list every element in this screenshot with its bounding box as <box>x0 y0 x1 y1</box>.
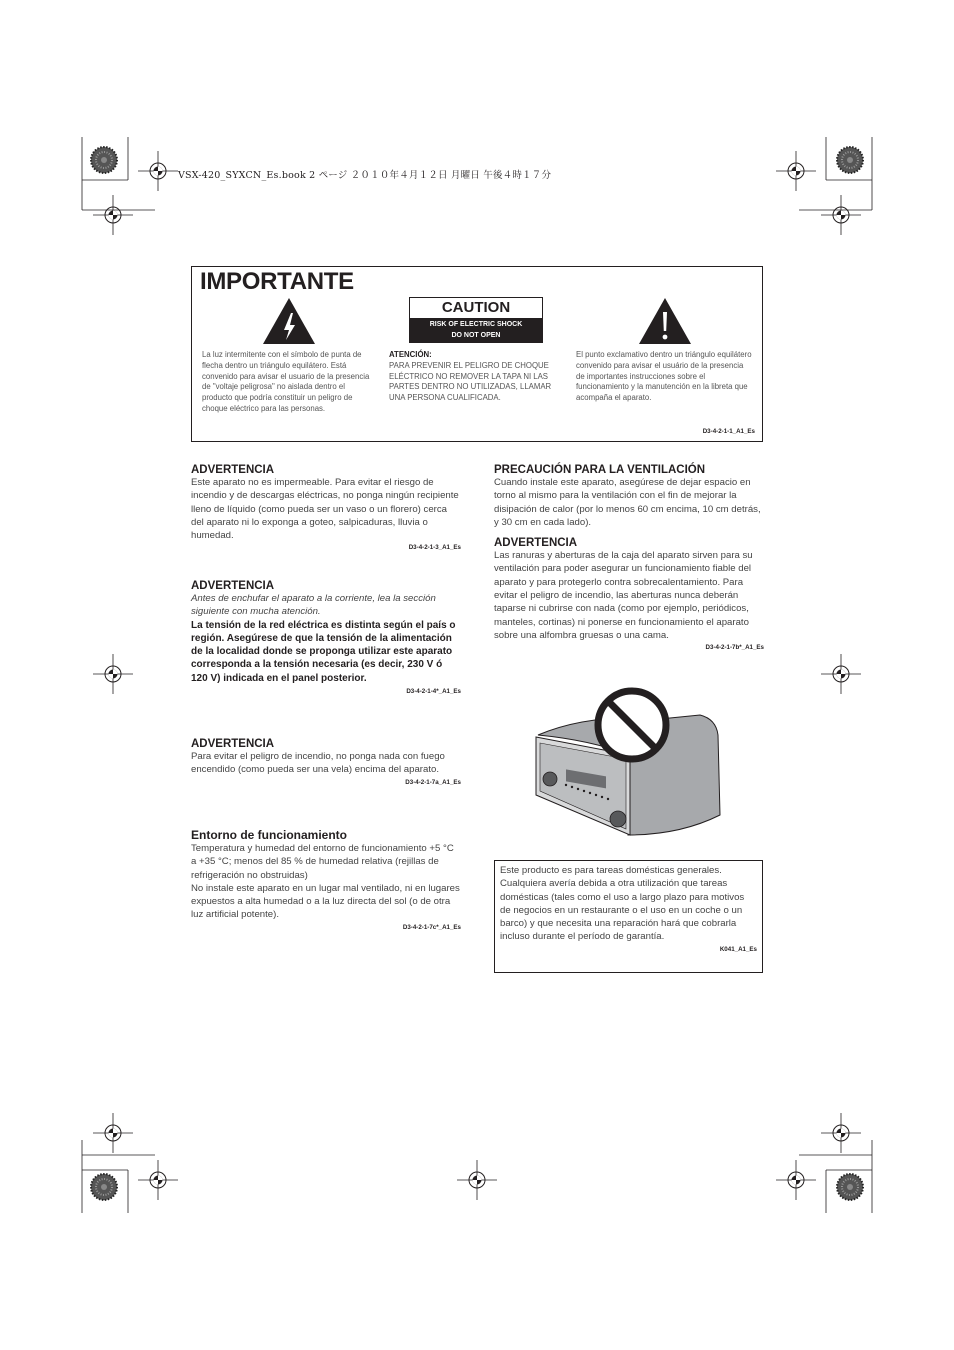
advertencia-1 <box>191 464 461 551</box>
atencion-label: ATENCIÓN: <box>389 350 432 359</box>
advertencia-right-text: Las ranuras y aberturas de la caja del aparato sirven para su ventilación para poder asegurar un funcionamiento fiable del aparato y para protegerlo contra sobrecalentamiento. Para evitar el peligro de incendio, las aberturas nunca deberán taparse ni cubrirse con nada (como por ejemplo, periódicos, manteles, cortinas) ni ponerse en funcionamiento el aparato sobre una alfombra gruesas o una cama. <box>494 550 753 641</box>
entorno-section <box>191 828 461 931</box>
exclamation-warning-icon <box>638 297 692 345</box>
entorno-text-2: No instale este aparato en un lugar mal ventilado, ni en lugares expuestos a alta humedad o a la luz directa del sol (o de otra luz artificial potente). <box>191 882 460 921</box>
advertencia-1-text: Este aparato no es impermeable. Para evitar el riesgo de incendio y de descargas eléctricas, no ponga ningún recipiente lleno de líquido (como pueda ser un vaso o un florero) cerca del aparato ni lo exponga a goteo, salpicaduras, lluvia o humedad. <box>191 477 459 542</box>
crop-mark-bottom-right <box>799 1140 872 1213</box>
advertencia-2 <box>191 580 461 695</box>
domestic-use-notice <box>494 860 763 973</box>
exclamation-description: El punto exclamativo dentro un triángulo equilátero convenido para avisar el usuário de la presencia de importantes instrucciones sobre el funcionamiento y la manutención en la libreta que acompaña el aparato. <box>576 350 752 403</box>
advertencia-3-ref: D3-4-2-1-7a_A1_Es <box>405 778 461 786</box>
caution-title: CAUTION <box>441 299 511 316</box>
advertencia-2-title: ADVERTENCIA <box>191 580 275 592</box>
advertencia-1-ref: D3-4-2-1-3_A1_Es <box>408 544 461 552</box>
advertencia-2-ref: D3-4-2-1-4*_A1_Es <box>406 688 461 696</box>
caution-line-1: RISK OF ELECTRIC SHOCK <box>429 321 523 328</box>
importante-title: IMPORTANTE <box>200 268 354 295</box>
crop-mark-bottom-left <box>82 1140 155 1213</box>
advertencia-3-text: Para evitar el peligro de incendio, no ponga nada con fuego encendido (como pueda ser una vela) encima del aparato. <box>191 751 445 776</box>
caution-label <box>409 297 543 343</box>
lightning-warning-icon <box>262 297 316 345</box>
advertencia-3-title: ADVERTENCIA <box>191 738 275 750</box>
entorno-title: Entorno de funcionamiento <box>191 828 347 842</box>
caution-line-2: DO NOT OPEN <box>451 332 501 339</box>
entorno-ref: D3-4-2-1-7c*_A1_Es <box>402 923 461 931</box>
advertencia-right-title: ADVERTENCIA <box>494 537 578 550</box>
domestic-use-text: Este producto es para tareas domésticas generales. Cualquiera avería debida a otra utilización que tareas domésticas (tales como el uso a largo plazo para motivos de negocios en un restaurante o el uso en un coche o un barco) y que necesita una reparación hará que cobrarla incluso durante el período de garantía. <box>500 865 745 943</box>
ventilacion-text: Cuando instale este aparato, asegúrese de dejar espacio en torno al mismo para la ventilación con el fin de mejorar la disipación de calor (por lo menos 60 cm encima, 10 cm detrás, y 30 cm en cada lado). <box>494 477 761 528</box>
advertencia-right-ref: D3-4-2-1-7b*_A1_Es <box>705 644 764 652</box>
ventilacion-section <box>494 464 764 651</box>
atencion-text: PARA PREVENIR EL PELIGRO DE CHOQUE ELÉCTRICO NO REMOVER LA TAPA NI LAS PARTES DENTRO NO UTILIZADAS, LLAMAR UNA PERSONA CUALIFICADA. <box>389 360 552 403</box>
importante-ref-code: D3-4-2-1-1_A1_Es <box>702 428 755 435</box>
ventilacion-title: PRECAUCIÓN PARA LA VENTILACIÓN <box>494 464 706 476</box>
crop-mark-top-left <box>82 137 155 210</box>
domestic-use-ref: K041_A1_Es <box>719 945 757 953</box>
advertencia-2-italic: Antes de enchufar el aparato a la corriente, lea la sección siguiente con mucha atención. <box>191 593 436 618</box>
advertencia-2-bold: La tensión de la red eléctrica es distinta según el país o región. Asegúrese de que la tensión de la alimentación de la localidad donde se proponga utilizar este aparato corresponda a la tensión necesaria (es decir, 230 V ó 120 V) indicada en el panel posterior. <box>191 619 456 684</box>
advertencia-1-title: ADVERTENCIA <box>191 464 275 476</box>
crop-mark-top-right <box>799 137 872 210</box>
entorno-text-1: Temperatura y humedad del entorno de funcionamiento +5 °C a +35 °C; menos del 85 % de humedad relativa (rejillas de refrigeración no obstruidas) <box>191 843 454 881</box>
covered-receiver-illustration <box>530 685 750 845</box>
lightning-description: La luz intermitente con el símbolo de punta de flecha dentro un triángulo equilátero. Está convenido para avisar el usuario de la presencia de "voltaje peligrosa" no aislada dentro el producto que podría constituir un peligro de choque eléctrico para las personas. <box>202 350 370 413</box>
file-header-line: VSX-420_SYXCN_Es.book 2 ページ ２０１０年４月１２日 月曜日 午後４時１７分 <box>178 170 552 181</box>
advertencia-3 <box>191 738 461 786</box>
